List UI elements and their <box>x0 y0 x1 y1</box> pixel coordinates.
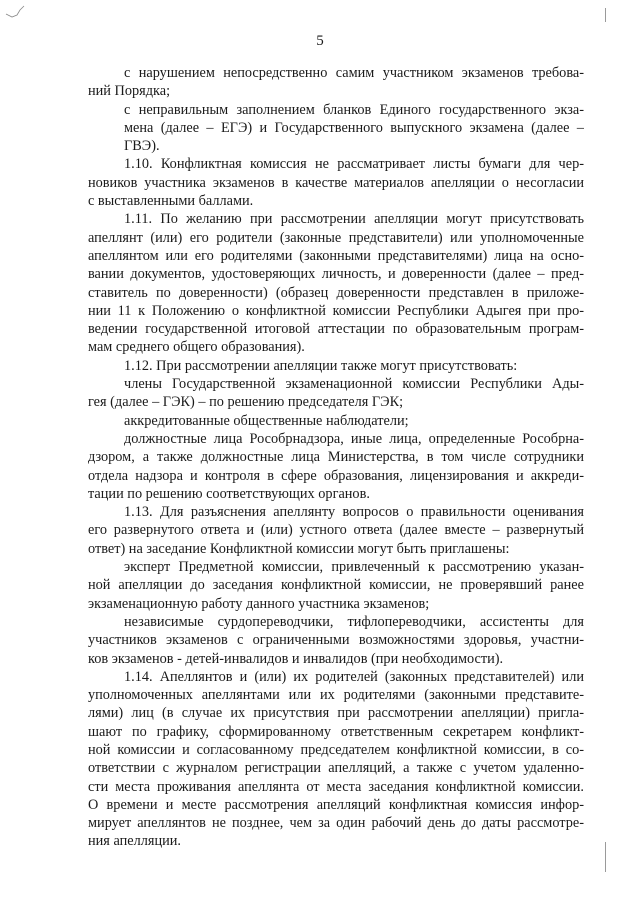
text-line: должностные лица Рособрнадзора, иные лица, определенные Рособрна- <box>124 430 584 447</box>
text-line: шают по графику, сформированному ответственным секретарем конфликт- <box>88 723 584 740</box>
text-line: ной комиссии и согласованному председателем конфликтной комиссии, в со- <box>88 741 584 758</box>
text-line: 1.11. По желанию при рассмотрении апелляции могут присутствовать <box>124 211 584 228</box>
text-line: с неправильным заполнением бланков Единого государственного экза- <box>124 101 584 118</box>
text-line: участников экзаменов с ограниченными возможностями здоровья, участни- <box>88 632 584 649</box>
text-line: уполномоченных апеллянтами или их родителями (законными представите- <box>88 687 584 704</box>
scan-edge-mark-bottom <box>605 842 606 872</box>
text-line: нии 11 к Положению о конфликтной комиссии Республики Адыгея при про- <box>88 302 584 319</box>
page-number: 5 <box>316 33 324 49</box>
text-line: апеллянт (или) его родители (законные представители) или уполномоченные <box>88 229 584 246</box>
text-line: О времени и месте рассмотрения апелляций конфликтная комиссия инфор- <box>88 796 584 813</box>
body-text <box>88 64 584 851</box>
text-line: ведении государственной итоговой аттестации по образовательным програм- <box>88 321 584 338</box>
text-line: дзором, а также должностные лица Министерства, в том числе сотрудники <box>88 449 584 466</box>
text-line: ГВЭ). <box>124 138 160 155</box>
text-line: сти места проживания апеллянта от места заседания конфликтной комиссии. <box>88 778 584 795</box>
text-line: ной апелляции до заседания конфликтной комиссии, не проверявший ранее <box>88 577 584 594</box>
text-line: мирует апеллянтов не позднее, чем за один рабочий день до даты рассмотре- <box>88 815 584 832</box>
text-line: 1.12. При рассмотрении апелляции также могут присутствовать: <box>124 357 518 374</box>
text-line: 1.14. Апеллянтов и (или) их родителей (законных представителей) или <box>124 668 584 685</box>
text-line: аккредитованные общественные наблюдатели; <box>124 412 409 429</box>
text-line: ответ) на заседание Конфликтной комиссии могут быть приглашены: <box>88 540 510 557</box>
text-line: с нарушением непосредственно самим участником экзаменов требова- <box>124 65 584 81</box>
text-line: гея (далее – ГЭК) – по решению председателя ГЭК; <box>88 394 404 411</box>
text-line: ний Порядка; <box>88 83 171 100</box>
text-line: ответствии с журналом регистрации апелляций, а также с учетом удаленно- <box>88 760 584 777</box>
text-line: его развернутого ответа и (или) устного ответа (далее вместе – развернутый <box>88 522 584 539</box>
text-line: ставитель по доверенности) (образец доверенности представлен в приложе- <box>88 284 584 301</box>
text-line: экзаменационную работу данного участника экзаменов; <box>88 595 430 612</box>
text-line: мам среднего общего образования). <box>88 339 305 356</box>
text-line: ния апелляции. <box>88 833 181 850</box>
text-line: ков экзаменов - детей-инвалидов и инвалидов (при необходимости). <box>88 650 504 667</box>
text-line: 1.10. Конфликтная комиссия не рассматривает листы бумаги для чер- <box>124 156 584 173</box>
text-line: 1.13. Для разъяснения апеллянту вопросов о правильности оценивания <box>124 504 584 521</box>
text-line: лями) лиц (в случае их присутствия при рассмотрении апелляции) пригла- <box>88 705 584 722</box>
text-line: тации по решению соответствующих органов. <box>88 485 370 502</box>
text-line: вании документов, удостоверяющих личность, и доверенности (далее – пред- <box>88 266 584 283</box>
text-line: отдела надзора и контроля в сфере образования, лицензирования и аккреди- <box>88 467 584 484</box>
scan-edge-mark-top <box>605 8 606 22</box>
text-line: с выставленными баллами. <box>88 193 254 210</box>
text-line: мена (далее – ЕГЭ) и Государственного выпускного экзамена (далее – <box>124 119 584 136</box>
text-line: члены Государственной экзаменационной комиссии Республики Ады- <box>124 376 584 393</box>
text-line: апеллянтом или его родителями (законными представителями) лица на осно- <box>88 247 584 264</box>
text-line: эксперт Предметной комиссии, привлеченный к рассмотрению указан- <box>124 559 584 576</box>
text-line: новиков участника экзаменов в качестве материалов апелляции о несогласии <box>88 174 584 191</box>
text-line: независимые сурдопереводчики, тифлопереводчики, ассистенты для <box>124 613 584 630</box>
scan-artifact <box>0 0 40 30</box>
